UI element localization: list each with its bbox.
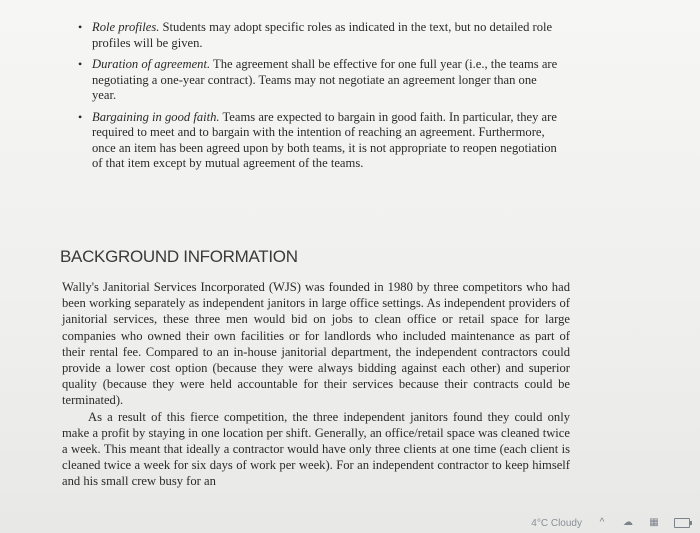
- taskbar: [0, 513, 700, 533]
- weather-widget[interactable]: [531, 518, 582, 529]
- bullet-text: The agreement shall be effective for one full year (i.e., the teams are negotiating a one-year contract). Teams may not negotiate an agreement longer than one year.: [92, 57, 558, 102]
- cloud-icon[interactable]: ☁: [623, 517, 633, 528]
- list-item: [78, 57, 558, 104]
- bullet-term: Bargaining in good faith.: [92, 109, 220, 124]
- paragraph: Wally's Janitorial Services Incorporated (WJS) was founded in 1980 by three competitors who had been working separately as independent janitors in large office settings. As independent providers of janitorial services, these three men would bid on jobs to clean office or retail space for large companies who owned their own facilities or for landlords who included maintenance as part of their rental fee. Compared to an in-house janitorial department, the independent contractors could provide a lower cost option (because they were always bidding against each other) and superior quality (because they were held accountable for their services because their contracts could be terminated).: [62, 280, 570, 408]
- bullet-term: Role profiles.: [92, 20, 160, 34]
- list-item: [78, 20, 558, 51]
- list-item: [78, 110, 558, 172]
- network-icon[interactable]: ▦: [649, 517, 659, 528]
- bullet-text: Students may adopt specific roles as indicated in the text, but no detailed role profiles will be given.: [92, 20, 553, 50]
- bullet-dot-icon: •: [78, 109, 83, 124]
- bullet-dot-icon: •: [78, 20, 83, 34]
- section-heading: BACKGROUND INFORMATION: [60, 247, 298, 266]
- battery-icon[interactable]: [674, 518, 690, 528]
- bullet-list: [78, 20, 558, 178]
- bullet-dot-icon: •: [78, 57, 83, 71]
- paragraph: As a result of this fierce competition, the three independent janitors found they could only make a profit by staying in one location per shift. Generally, an office/retail space was cleaned twice a week. This meant that ideally a contractor would have only three clients at one time (each client is cleaned twice a week for six days of work per week). For an independent contractor to keep himself and his small crew busy for an: [62, 409, 570, 489]
- weather-text: 4°C Cloudy: [531, 517, 582, 529]
- chevron-up-icon[interactable]: ^: [599, 517, 605, 528]
- bullet-text: Teams are expected to bargain in good faith. In particular, they are required to meet and to bargain with the intention of reaching an agreement. Furthermore, once an item has been agreed upon by both teams, it is not appropriate to reopen negotiation of that item except by mutual agreement of the teams.: [92, 109, 557, 170]
- body-text: [62, 279, 570, 490]
- bullet-term: Duration of agreement.: [92, 57, 211, 71]
